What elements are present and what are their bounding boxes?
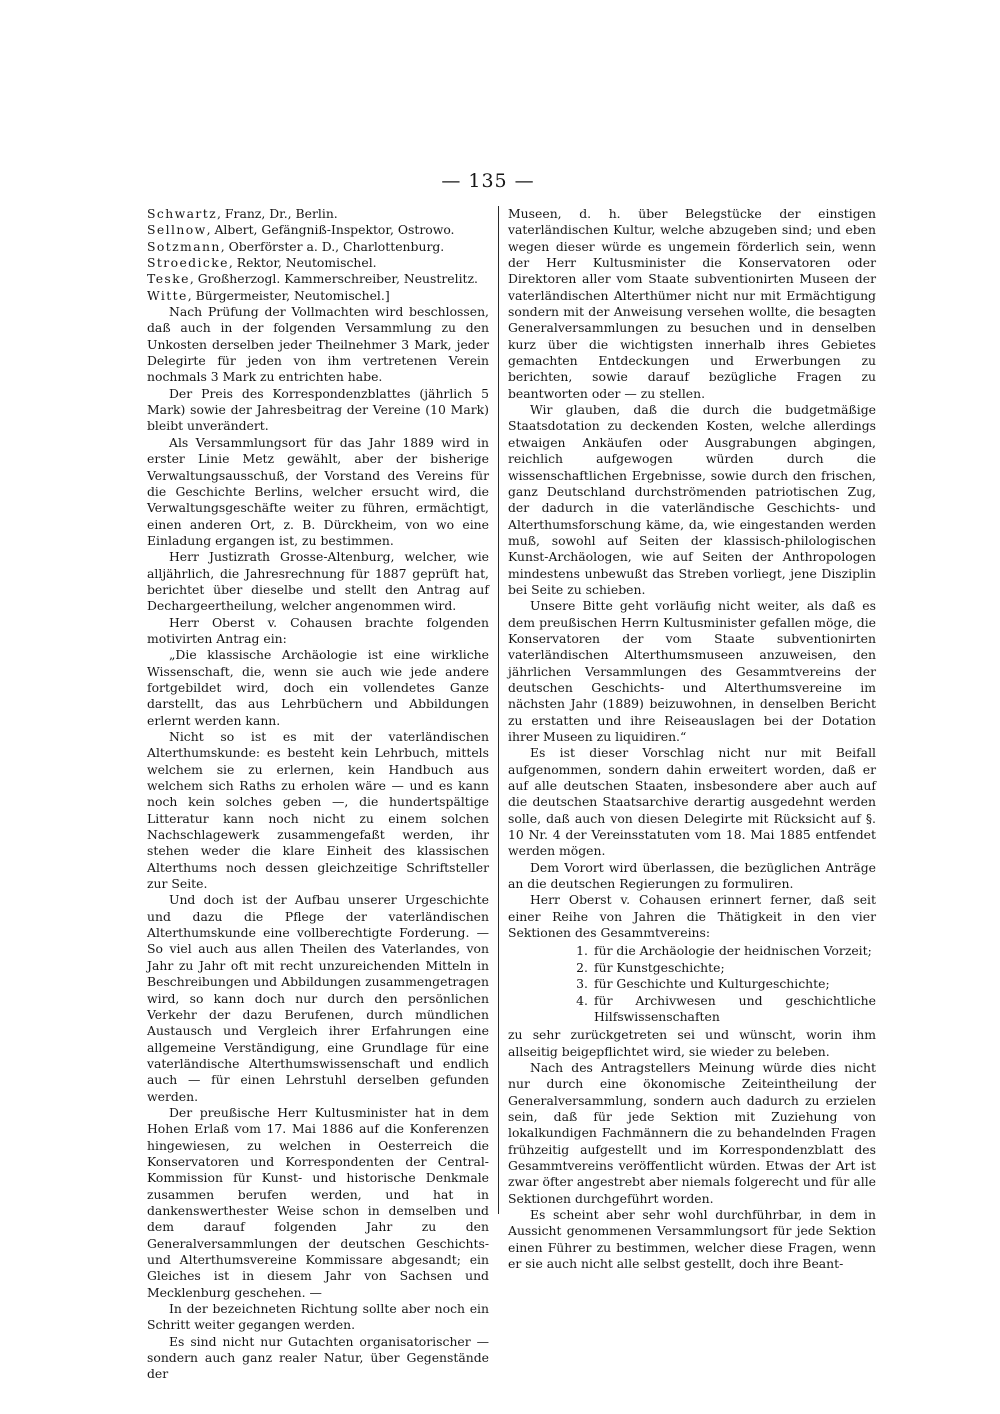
paragraph-fees: Nach Prüfung der Vollmachten wird beschlossen, daß auch in der folgenden Versammlung zu den Unkosten derselben jeder Theilnehmer 3 Mark, jeder Delegirte für jeden von ihm vertretenen Verein nochmals 3 Mark zu entrichten habe. [147,304,489,385]
paragraph-accounts: Herr Justizrath Grosse-Altenburg, welcher, wie alljährlich, die Jahresrechnung für 1887 geprüft hat, berichtet über dieselbe und stellt den Antrag auf Dechargeertheilung, welcher angenommen wird. [147,549,489,614]
paragraph-continued: Museen, d. h. über Belegstücke der einstigen vaterländischen Kultur, welche abzugeben sind; und eben wegen dieser würde es ungemein förderlich sein, wenn der Herr Kultusminister die Konservatoren oder Direktoren aller vom Staate subventionirten Museen der vaterländischen Alterthümer nicht nur mit Ermächtigung sondern mit der Anweisung versehen wollte, die besagten Generalversammlungen zu besuchen und in denselben kurz über die wichtigsten innerhalb ihres Gebietes gemachten Entdeckungen und Erwerbungen zu berichten, sowie darauf bezügliche Fragen zu beantworten oder — zu stellen. [508,206,876,401]
member-details: , Großherzogl. Kammerschreiber, Neustrelitz. [189,271,478,287]
paragraph-quote-5: In der bezeichneten Richtung sollte aber noch ein Schritt weiter gegangen werden. [147,1301,489,1333]
member-details: , Franz, Dr., Berlin. [217,206,338,221]
paragraph-quote-4: Der preußische Herr Kultusminister hat in dem Hohen Erlaß vom 17. Mai 1886 auf die Konferenzen hingewiesen, zu welchen in Oesterreich die Konservatoren und Korrespondenten der Central-Kommission für Kunst- und historische Denkmale zusammen berufen werden, und hat in dankenswerthester Weise schon in demselben und dem darauf folgenden Jahr zu den Generalversammlungen der deutschen Geschichts- und Alterthumsvereine Kommissare abgesandt; ein Gleiches ist in diesem Jahr von Sachsen und Mecklenburg geschehen. — [147,1104,489,1300]
paragraph-costs: Wir glauben, daß die durch die budgetmäßige Staatsdotation zu deckenden Kosten, welche allerdings etwaigen Ankäufen oder Ausgrabungen abgingen, reichlich aufgewogen würden durch die wissenschaftlichen Ergebnisse, sowie durch den frischen, ganz Deutschland durchströmenden patriotischen Zug, der dadurch in die vaterländische Geschichts- und Alterthumsforschung käme, da, wie eingestanden werden muß, sowohl auf Seiten der klassisch-philologischen Kunst-Archäologen, wie auf Seiten der Anthropologen mindestens unbewußt das Streben vorliegt, jene Disziplin bei Seite zu schieben. [508,402,876,597]
list-item [508,943,876,959]
paragraph-proposal: Nach des Antragstellers Meinung würde dies nicht nur durch eine ökonomische Zeiteintheilung der Generalversammlung, sondern auch dadurch zu erzielen sein, daß für jede Sektion mit Zuziehung von lokalkundigen Fachmännern die zu behandelnden Fragen frühzeitig aufgestellt und im Korrespondenzblatt des Gesammtvereins veröffentlicht würden. Etwas der Art ist zwar öfter angestrebt aber niemals folgerecht und für alle Sektionen durchgeführt worden. [508,1059,876,1206]
paragraph-leader: Es scheint aber sehr wohl durchführbar, in dem in Aussicht genommenen Versammlungsort für jede Sektion einen Führer zu bestimmen, welcher diese Fragen, wenn er sie auch nicht alle selbst gestellt, doch ihre Beant- [508,1206,876,1271]
left-column [147,206,489,1382]
paragraph-sections-outro: zu sehr zurückgetreten sei und wünscht, worin ihm allseitig beigepflichtet wird, sie wieder zu beleben. [508,1027,876,1059]
paragraph-venue: Als Versammlungsort für das Jahr 1889 wird in erster Linie Metz gewählt, aber der bisherige Verwaltungsausschuß, der Vorstand des Vereins für die Geschichte Berlins, welcher ersucht wird, die Verwaltungsgeschäfte weiter zu führen, ermächtigt, einen anderen Ort, z. B. Dürckheim, von wo eine Einladung ergangen ist, zu bestimmen. [147,434,489,548]
list-item [508,976,876,992]
member-entry [147,206,489,222]
member-entry [147,222,489,238]
paragraph-request: Unsere Bitte geht vorläufig nicht weiter, als daß es dem preußischen Herrn Kultusminister gefallen möge, die Konservatoren der vom Staate subventionirten vaterländischen Alterthumsmuseen anzuweisen, den jährlichen Versammlungen des Gesammtvereins der deutschen Geschichts- und Alterthumsvereine im nächsten Jahr (1889) beizuwohnen, in denselben Bericht zu erstatten und ihre Reiseauslagen bei der Dotation ihrer Museen zu liquidiren.“ [508,598,876,744]
paragraph-vorort: Dem Vorort wird überlassen, die bezüglichen Anträge an die deutschen Regierungen zu formuliren. [508,859,876,892]
list-item [508,960,876,976]
member-name: Sotzmann [147,238,221,254]
section-title: für die Archäologie der heidnischen Vorzeit; [594,943,872,959]
column-divider [498,206,499,1214]
paragraph-quote-6: Es sind nicht nur Gutachten organisatorischer — sondern auch ganz realer Natur, über Gegenstände der [147,1333,489,1382]
section-title: für Geschichte und Kulturgeschichte; [594,976,830,992]
member-details: , Albert, Gefängniß-Inspektor, Ostrowo. [206,222,455,238]
paragraph-quote-3: Und doch ist der Aufbau unserer Urgeschichte und dazu die Pflege der vaterländischen Alterthumskunde eine vollberechtigte Forderung. — So viel auch aus allen Theilen des Vaterlandes, von Jahr zu Jahr oft mit recht unzureichenden Mitteln in Beschreibungen und Abbildungen zusammengetragen wird, so kann doch nur durch den persönlichen Verkehr der dazu Berufenen, durch mündlichen Austausch und Vergleich ihrer Erfahrungen eine allgemeine Verständigung, eine Grundlage für eine vaterländische Alterthumswissenschaft und endlich auch — für einen Lehrstuhl derselben gefunden werden. [147,892,489,1104]
member-entry [147,288,489,304]
member-name: Sellnow [147,222,207,238]
member-name: Teske [147,271,190,287]
member-details: , Bürgermeister, Neutomischel.] [187,287,390,303]
section-title: für Kunstgeschichte; [594,959,725,975]
section-number: 4. [576,992,588,1008]
list-item [508,993,876,1026]
member-entry [147,255,489,271]
paragraph-approval: Es ist dieser Vorschlag nicht nur mit Beifall aufgenommen, sondern dahin erweitert worden, daß er auf alle deutschen Staaten, insbesondere aber auch auf die deutschen Staatsarchive derartig ausgedehnt werden solle, daß auch von diesen Delegirte mit Rücksicht auf §. 10 Nr. 4 der Vereinsstatuten vom 18. Mai 1885 entfendet werden mögen. [508,745,876,859]
paragraph-price: Der Preis des Korrespondenzblattes (jährlich 5 Mark) sowie der Jahresbeitrag der Vereine (10 Mark) bleibt unverändert. [147,385,489,434]
sections-list [508,943,876,1025]
right-column [508,206,876,1271]
paragraph-quote-2: Nicht so ist es mit der vaterländischen Alterthumskunde: es besteht kein Lehrbuch, mittels welchem sie zu erlernen, kein Handbuch aus welchem sich Raths zu erholen wäre — und es kann noch kein solches geben —, die hundertspältige Litteratur kann noch nicht zu einem solchen Nachschlagewerk zusammengefaßt werden, ihr stehen weder die klare Einheit des klassischen Alterthums noch dessen gleichzeitige Schriftsteller zur Seite. [147,729,489,892]
member-entry [147,239,489,255]
member-name: Witte [147,287,188,303]
section-number: 3. [576,976,588,992]
member-name: Schwartz [147,206,218,221]
member-entry [147,271,489,287]
section-number: 2. [576,959,588,975]
member-name: Stroedicke [147,255,229,271]
paragraph-sections-intro: Herr Oberst v. Cohausen erinnert ferner, daß seit einer Reihe von Jahren die Thätigkeit in den vier Sektionen des Gesammtvereins: [508,892,876,941]
page-number: — 135 — [441,170,535,192]
paragraph-motion-intro: Herr Oberst v. Cohausen brachte folgenden motivirten Antrag ein: [147,614,489,646]
section-number: 1. [576,943,588,959]
member-details: , Rektor, Neutomischel. [228,255,377,271]
section-title: für Archivwesen und geschichtliche Hilfswissenschaften [594,992,876,1024]
paragraph-quote-1: „Die klassische Archäologie ist eine wirkliche Wissenschaft, die, wenn sie auch wie jede andere fortgebildet wird, doch ein vollendetes Ganze darstellt, das aus Lehrbüchern und Abbildungen erlernt werden kann. [147,647,489,728]
member-details: , Oberförster a. D., Charlottenburg. [220,238,445,254]
